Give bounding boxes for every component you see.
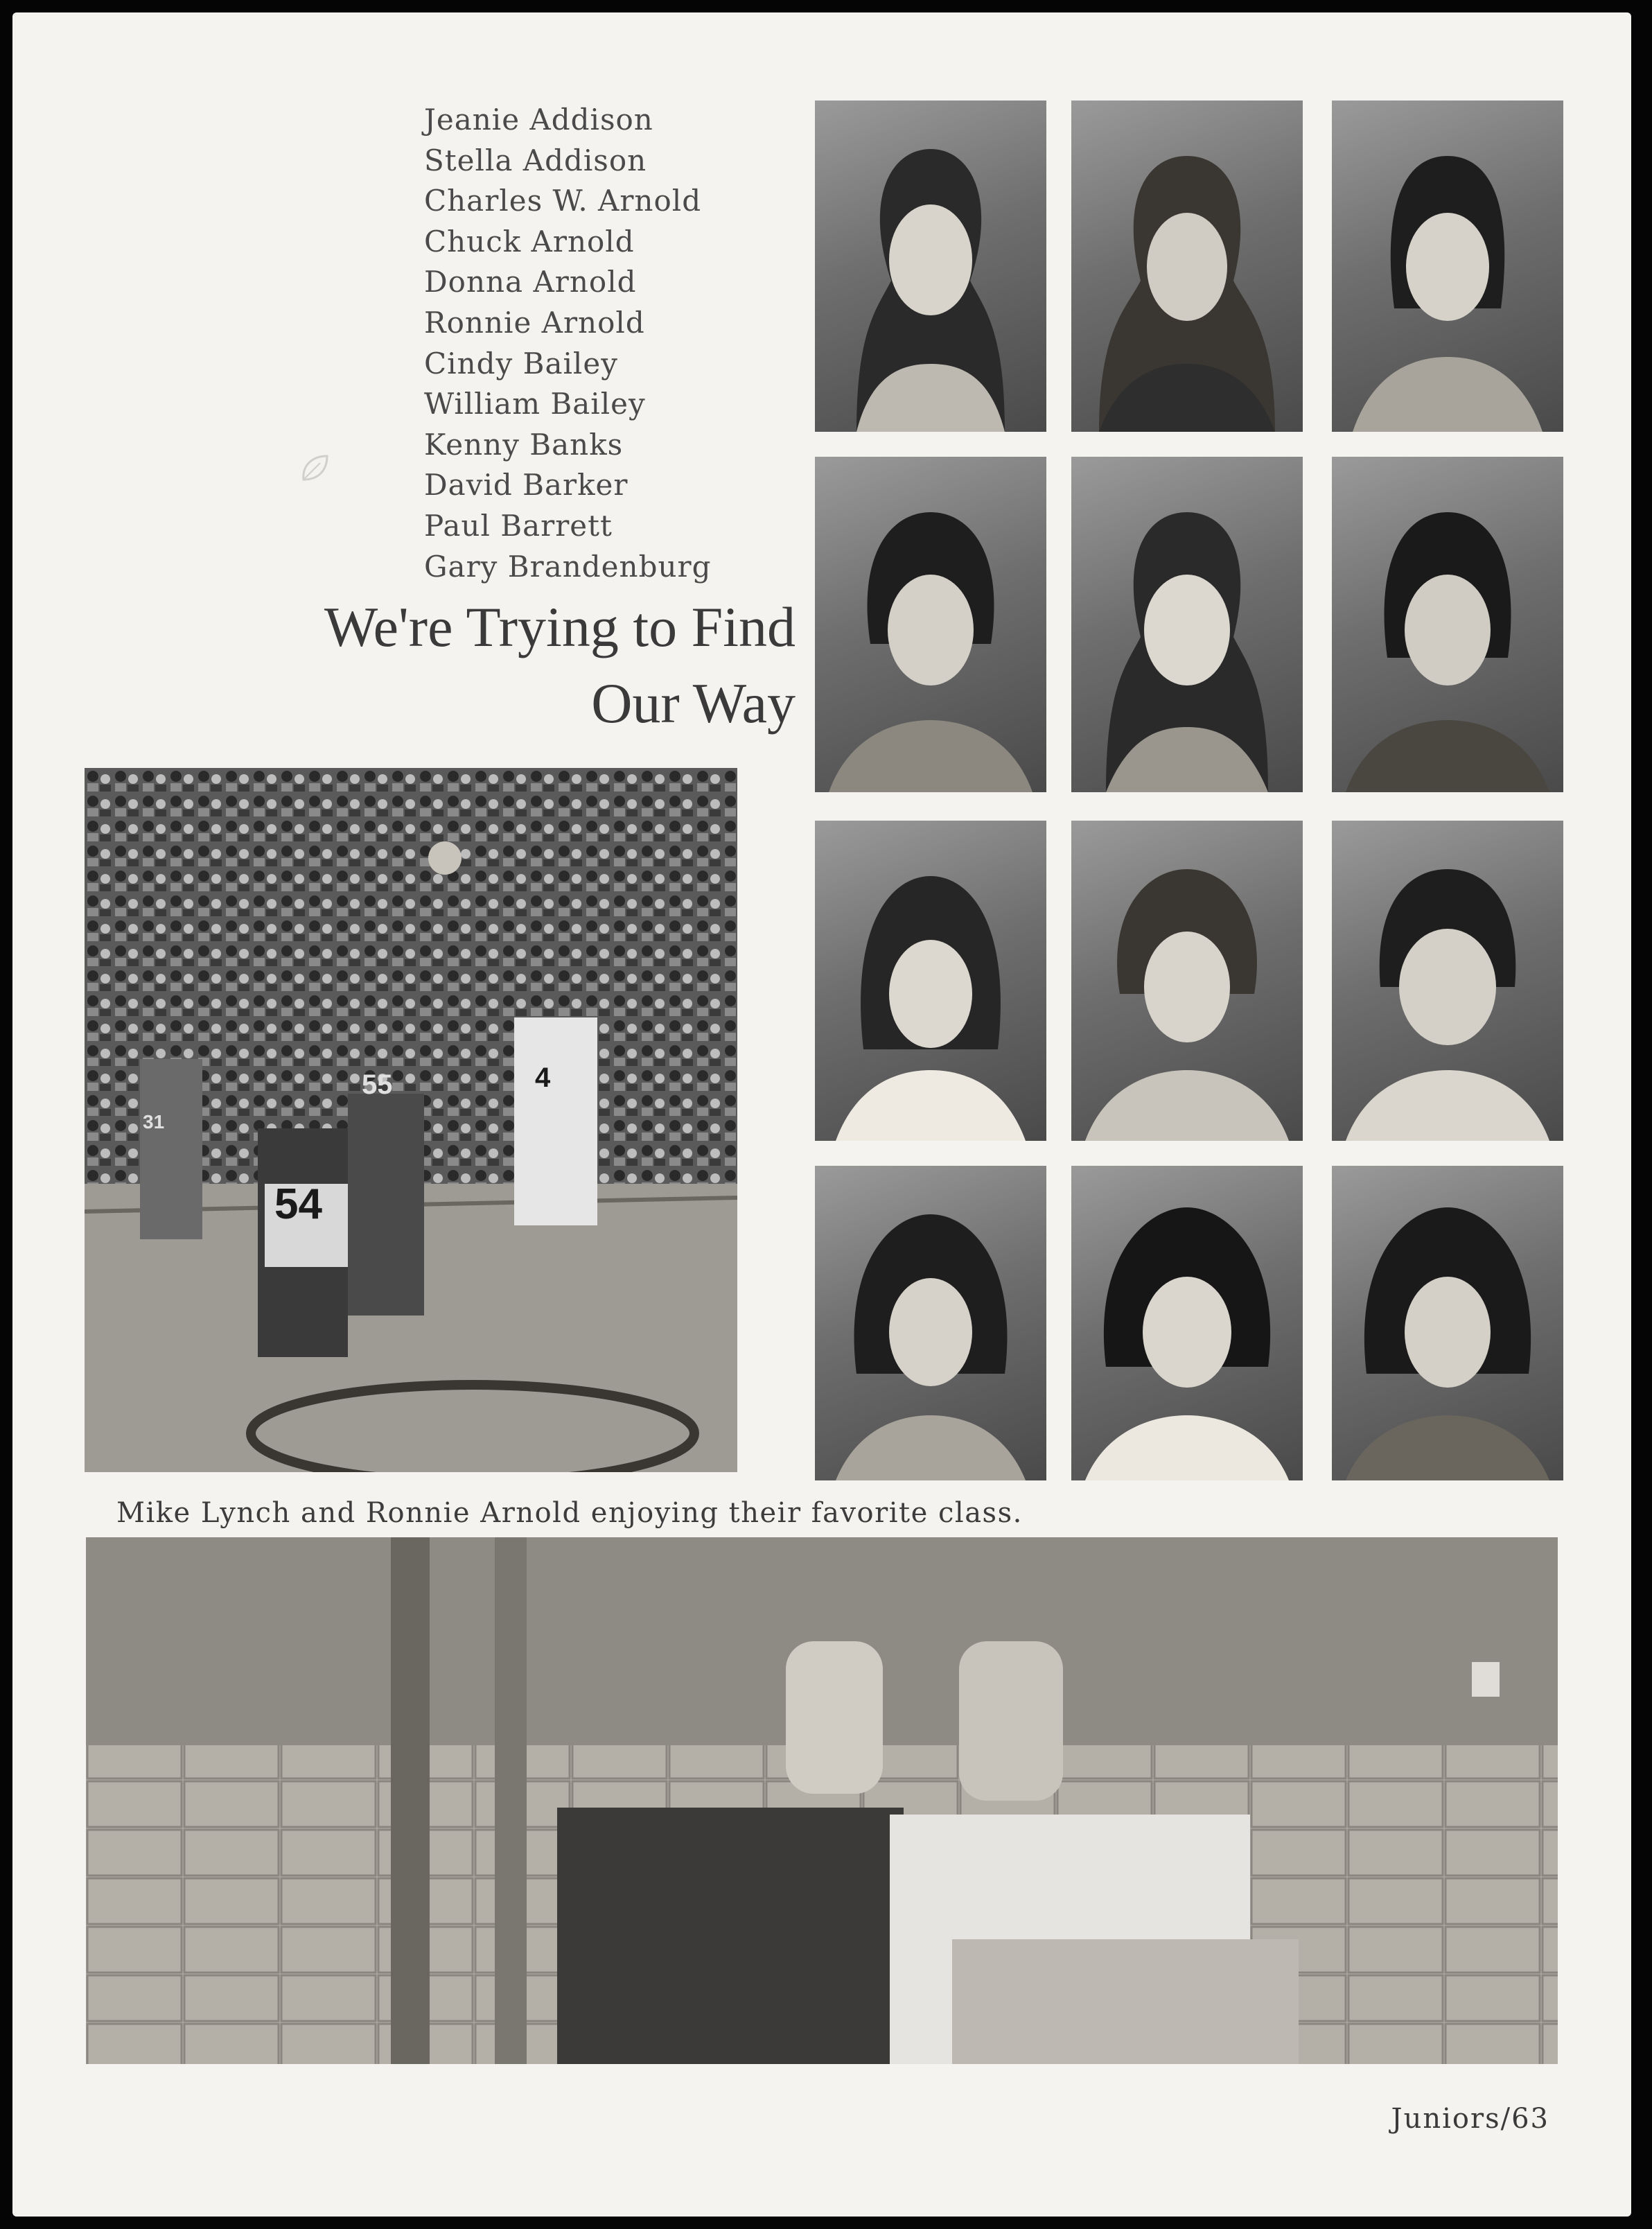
student-name: Stella Addison <box>424 143 647 177</box>
student-name: Donna Arnold <box>424 265 637 299</box>
student-name: Chuck Arnold <box>424 224 635 259</box>
leaf-watermark-icon <box>299 452 331 484</box>
page-footer: Juniors/63 <box>1391 2103 1549 2135</box>
student-portrait <box>815 1166 1046 1480</box>
student-portrait <box>1332 821 1563 1141</box>
basketball-game-photo <box>85 768 737 1472</box>
student-portrait <box>815 457 1046 792</box>
jersey-number: 31 <box>143 1111 165 1133</box>
headline-line-1: We're Trying to Find <box>324 595 796 658</box>
student-portrait <box>1332 100 1563 432</box>
student-name: Ronnie Arnold <box>424 305 645 340</box>
student-portrait <box>815 100 1046 432</box>
photo-caption: Mike Lynch and Ronnie Arnold enjoying their favorite class. <box>116 1497 1023 1529</box>
jersey-number: 4 <box>535 1063 551 1093</box>
student-portrait <box>1071 457 1303 792</box>
student-portrait <box>1071 1166 1303 1480</box>
student-name: Charles W. Arnold <box>424 184 702 218</box>
student-name: David Barker <box>424 468 629 502</box>
student-name: Kenny Banks <box>424 427 624 462</box>
student-name: Cindy Bailey <box>424 346 618 381</box>
student-name-list <box>424 100 711 587</box>
classroom-photo <box>86 1537 1558 2064</box>
yearbook-page <box>12 12 1631 2217</box>
page-headline <box>109 589 796 742</box>
student-portrait <box>1332 1166 1563 1480</box>
student-portrait <box>815 821 1046 1141</box>
headline-line-2: Our Way <box>591 672 796 735</box>
student-portrait <box>1071 100 1303 432</box>
jersey-number: 54 <box>274 1180 322 1228</box>
student-name: Paul Barrett <box>424 508 613 543</box>
student-name: Jeanie Addison <box>424 103 653 137</box>
jersey-number: 55 <box>362 1069 393 1100</box>
student-name: William Bailey <box>424 387 646 421</box>
student-portrait <box>1332 457 1563 792</box>
student-name: Gary Brandenburg <box>424 549 712 584</box>
student-portrait <box>1071 821 1303 1141</box>
